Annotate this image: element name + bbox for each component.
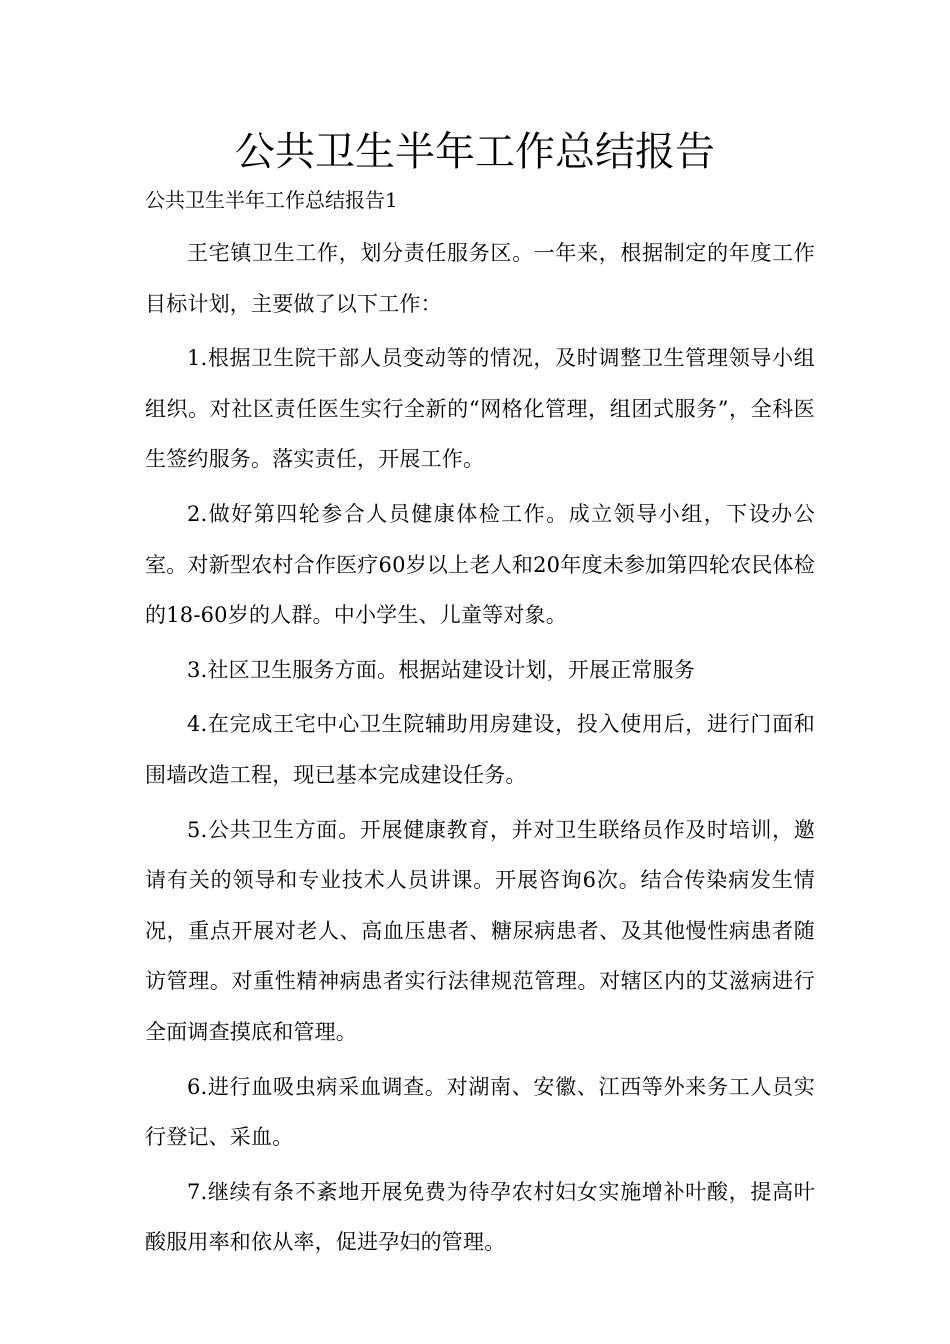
paragraph-item-4: 4.在完成王宅中心卫生院辅助用房建设，投入使用后，进行门面和围墙改造工程，现已基本完成建设任务。 bbox=[145, 712, 815, 787]
paragraph-item-6: 6.进行血吸虫病采血调查。对湖南、安徽、江西等外来务工人员实行登记、采血。 bbox=[145, 1074, 815, 1150]
document-body bbox=[145, 228, 815, 1272]
paragraph-item-3: 3.社区卫生服务方面。根据站建设计划，开展正常服务 bbox=[187, 657, 696, 682]
paragraph-item-2: 2.做好第四轮参合人员健康体检工作。成立领导小组，下设办公室。对新型农村合作医疗60岁以上老人和20年度未参加第四轮农民体检的18-60岁的人群。中小学生、儿童等对象。 bbox=[145, 501, 815, 628]
paragraph-item-5: 5.公共卫生方面。开展健康教育，并对卫生联络员作及时培训，邀请有关的领导和专业技术人员讲课。开展咨询6次。结合传染病发生情况，重点开展对老人、高血压患者、糖尿病患者、及其他慢性病患者随访管理。对重性精神病患者实行法律规范管理。对辖区内的艾滋病进行全面调查摸底和管理。 bbox=[145, 817, 815, 1044]
paragraph-intro: 王宅镇卫生工作，划分责任服务区。一年来，根据制定的年度工作目标计划，主要做了以下工作： bbox=[145, 241, 815, 316]
paragraph-item-1: 1.根据卫生院干部人员变动等的情况，及时调整卫生管理领导小组组织。对社区责任医生实行全新的“网格化管理，组团式服务”，全科医生签约服务。落实责任，开展工作。 bbox=[145, 346, 815, 472]
document-title: 公共卫生半年工作总结报告 bbox=[235, 129, 715, 175]
paragraph-item-7: 7.继续有条不紊地开展免费为待孕农村妇女实施增补叶酸，提高叶酸服用率和依从率，促进孕妇的管理。 bbox=[145, 1179, 815, 1255]
document-subtitle: 公共卫生半年工作总结报告1 bbox=[145, 188, 398, 212]
